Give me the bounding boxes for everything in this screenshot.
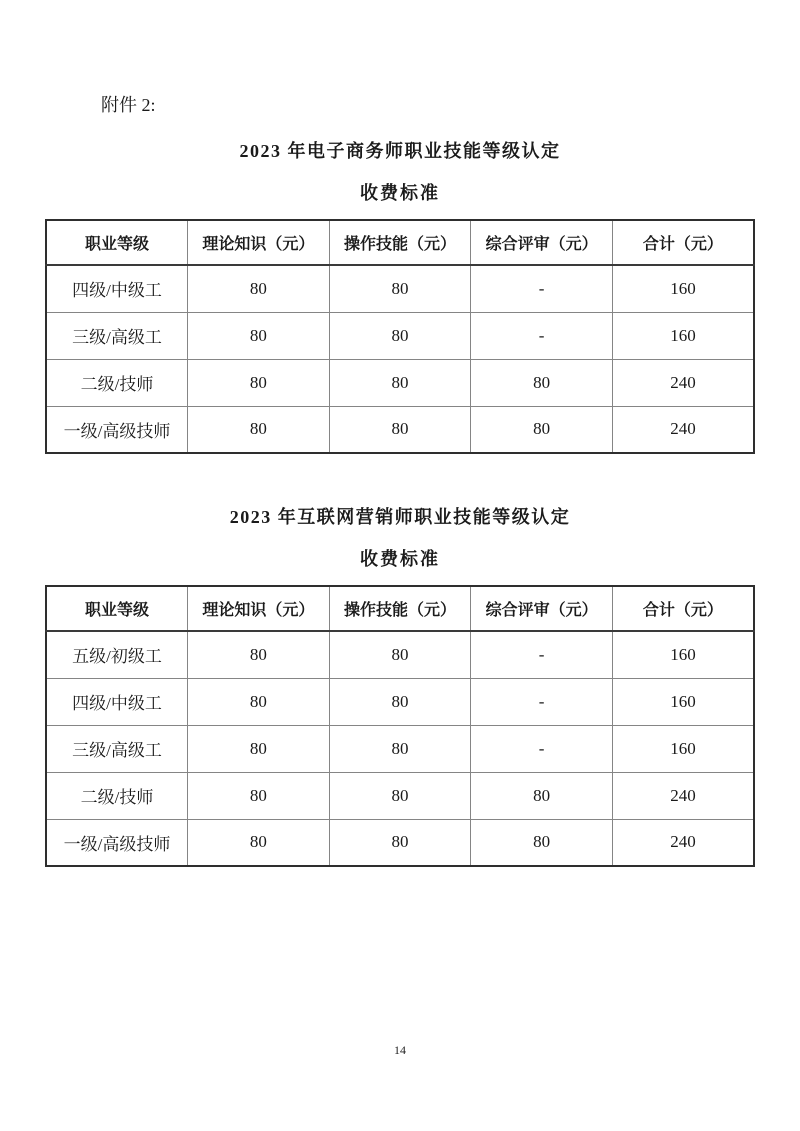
table-cell-operation: 80 (329, 678, 471, 725)
table-row (46, 406, 754, 453)
section-ecommerce-fees (0, 139, 800, 454)
table-header-row (46, 586, 754, 631)
table-cell-operation: 80 (329, 312, 471, 359)
page-number: 14 (394, 1043, 406, 1057)
header-cell-occupation-level: 职业等级 (46, 586, 188, 631)
table-cell-total: 160 (612, 631, 754, 678)
table-cell-level: 五级/初级工 (46, 631, 188, 678)
table-cell-level: 一级/高级技师 (46, 406, 188, 453)
table-row (46, 359, 754, 406)
table-cell-theory: 80 (188, 772, 330, 819)
table-row (46, 772, 754, 819)
table-cell-review: 80 (471, 772, 613, 819)
header-cell-theory-knowledge: 理论知识（元） (188, 220, 330, 265)
table-cell-level: 二级/技师 (46, 359, 188, 406)
table-cell-review: - (471, 631, 613, 678)
table-cell-total: 160 (612, 678, 754, 725)
section-internet-marketing-fees (0, 505, 800, 867)
table-cell-operation: 80 (329, 819, 471, 866)
table-cell-total: 240 (612, 819, 754, 866)
table-cell-operation: 80 (329, 406, 471, 453)
table-cell-theory: 80 (188, 312, 330, 359)
header-cell-comprehensive-review: 综合评审（元） (471, 220, 613, 265)
header-cell-theory-knowledge: 理论知识（元） (188, 586, 330, 631)
table-cell-review: - (471, 678, 613, 725)
table-cell-operation: 80 (329, 359, 471, 406)
table-header-row (46, 220, 754, 265)
table-cell-theory: 80 (188, 406, 330, 453)
table-cell-operation: 80 (329, 772, 471, 819)
attachment-label: 附件 2: (101, 95, 156, 115)
table-row (46, 265, 754, 312)
header-cell-comprehensive-review: 综合评审（元） (471, 586, 613, 631)
table-cell-total: 160 (612, 265, 754, 312)
table-cell-theory: 80 (188, 359, 330, 406)
table-cell-review: 80 (471, 359, 613, 406)
table-cell-total: 160 (612, 312, 754, 359)
table-cell-operation: 80 (329, 725, 471, 772)
table-cell-theory: 80 (188, 265, 330, 312)
table-cell-operation: 80 (329, 265, 471, 312)
table-row (46, 631, 754, 678)
table-cell-level: 二级/技师 (46, 772, 188, 819)
table-cell-level: 三级/高级工 (46, 312, 188, 359)
table-cell-theory: 80 (188, 819, 330, 866)
table-row (46, 725, 754, 772)
fee-table-ecommerce (45, 219, 755, 454)
table-cell-total: 240 (612, 359, 754, 406)
table-cell-theory: 80 (188, 725, 330, 772)
header-cell-total: 合计（元） (612, 586, 754, 631)
table-cell-total: 240 (612, 772, 754, 819)
table-cell-review: 80 (471, 406, 613, 453)
section-title: 2023 年互联网营销师职业技能等级认定 (229, 507, 571, 527)
table-cell-theory: 80 (188, 631, 330, 678)
table-row (46, 678, 754, 725)
table-cell-review: - (471, 312, 613, 359)
table-cell-level: 三级/高级工 (46, 725, 188, 772)
header-cell-operation-skill: 操作技能（元） (329, 586, 471, 631)
fee-table-internet-marketing (45, 585, 755, 867)
table-cell-theory: 80 (188, 678, 330, 725)
table-cell-review: 80 (471, 819, 613, 866)
table-cell-review: - (471, 265, 613, 312)
header-cell-total: 合计（元） (612, 220, 754, 265)
table-cell-level: 四级/中级工 (46, 265, 188, 312)
section-subtitle: 收费标准 (360, 183, 440, 203)
section-subtitle: 收费标准 (360, 549, 440, 569)
table-cell-review: - (471, 725, 613, 772)
table-row (46, 312, 754, 359)
table-cell-operation: 80 (329, 631, 471, 678)
table-cell-level: 四级/中级工 (46, 678, 188, 725)
table-cell-level: 一级/高级技师 (46, 819, 188, 866)
header-cell-occupation-level: 职业等级 (46, 220, 188, 265)
table-row (46, 819, 754, 866)
table-cell-total: 240 (612, 406, 754, 453)
table-cell-total: 160 (612, 725, 754, 772)
header-cell-operation-skill: 操作技能（元） (329, 220, 471, 265)
section-title: 2023 年电子商务师职业技能等级认定 (239, 141, 561, 161)
